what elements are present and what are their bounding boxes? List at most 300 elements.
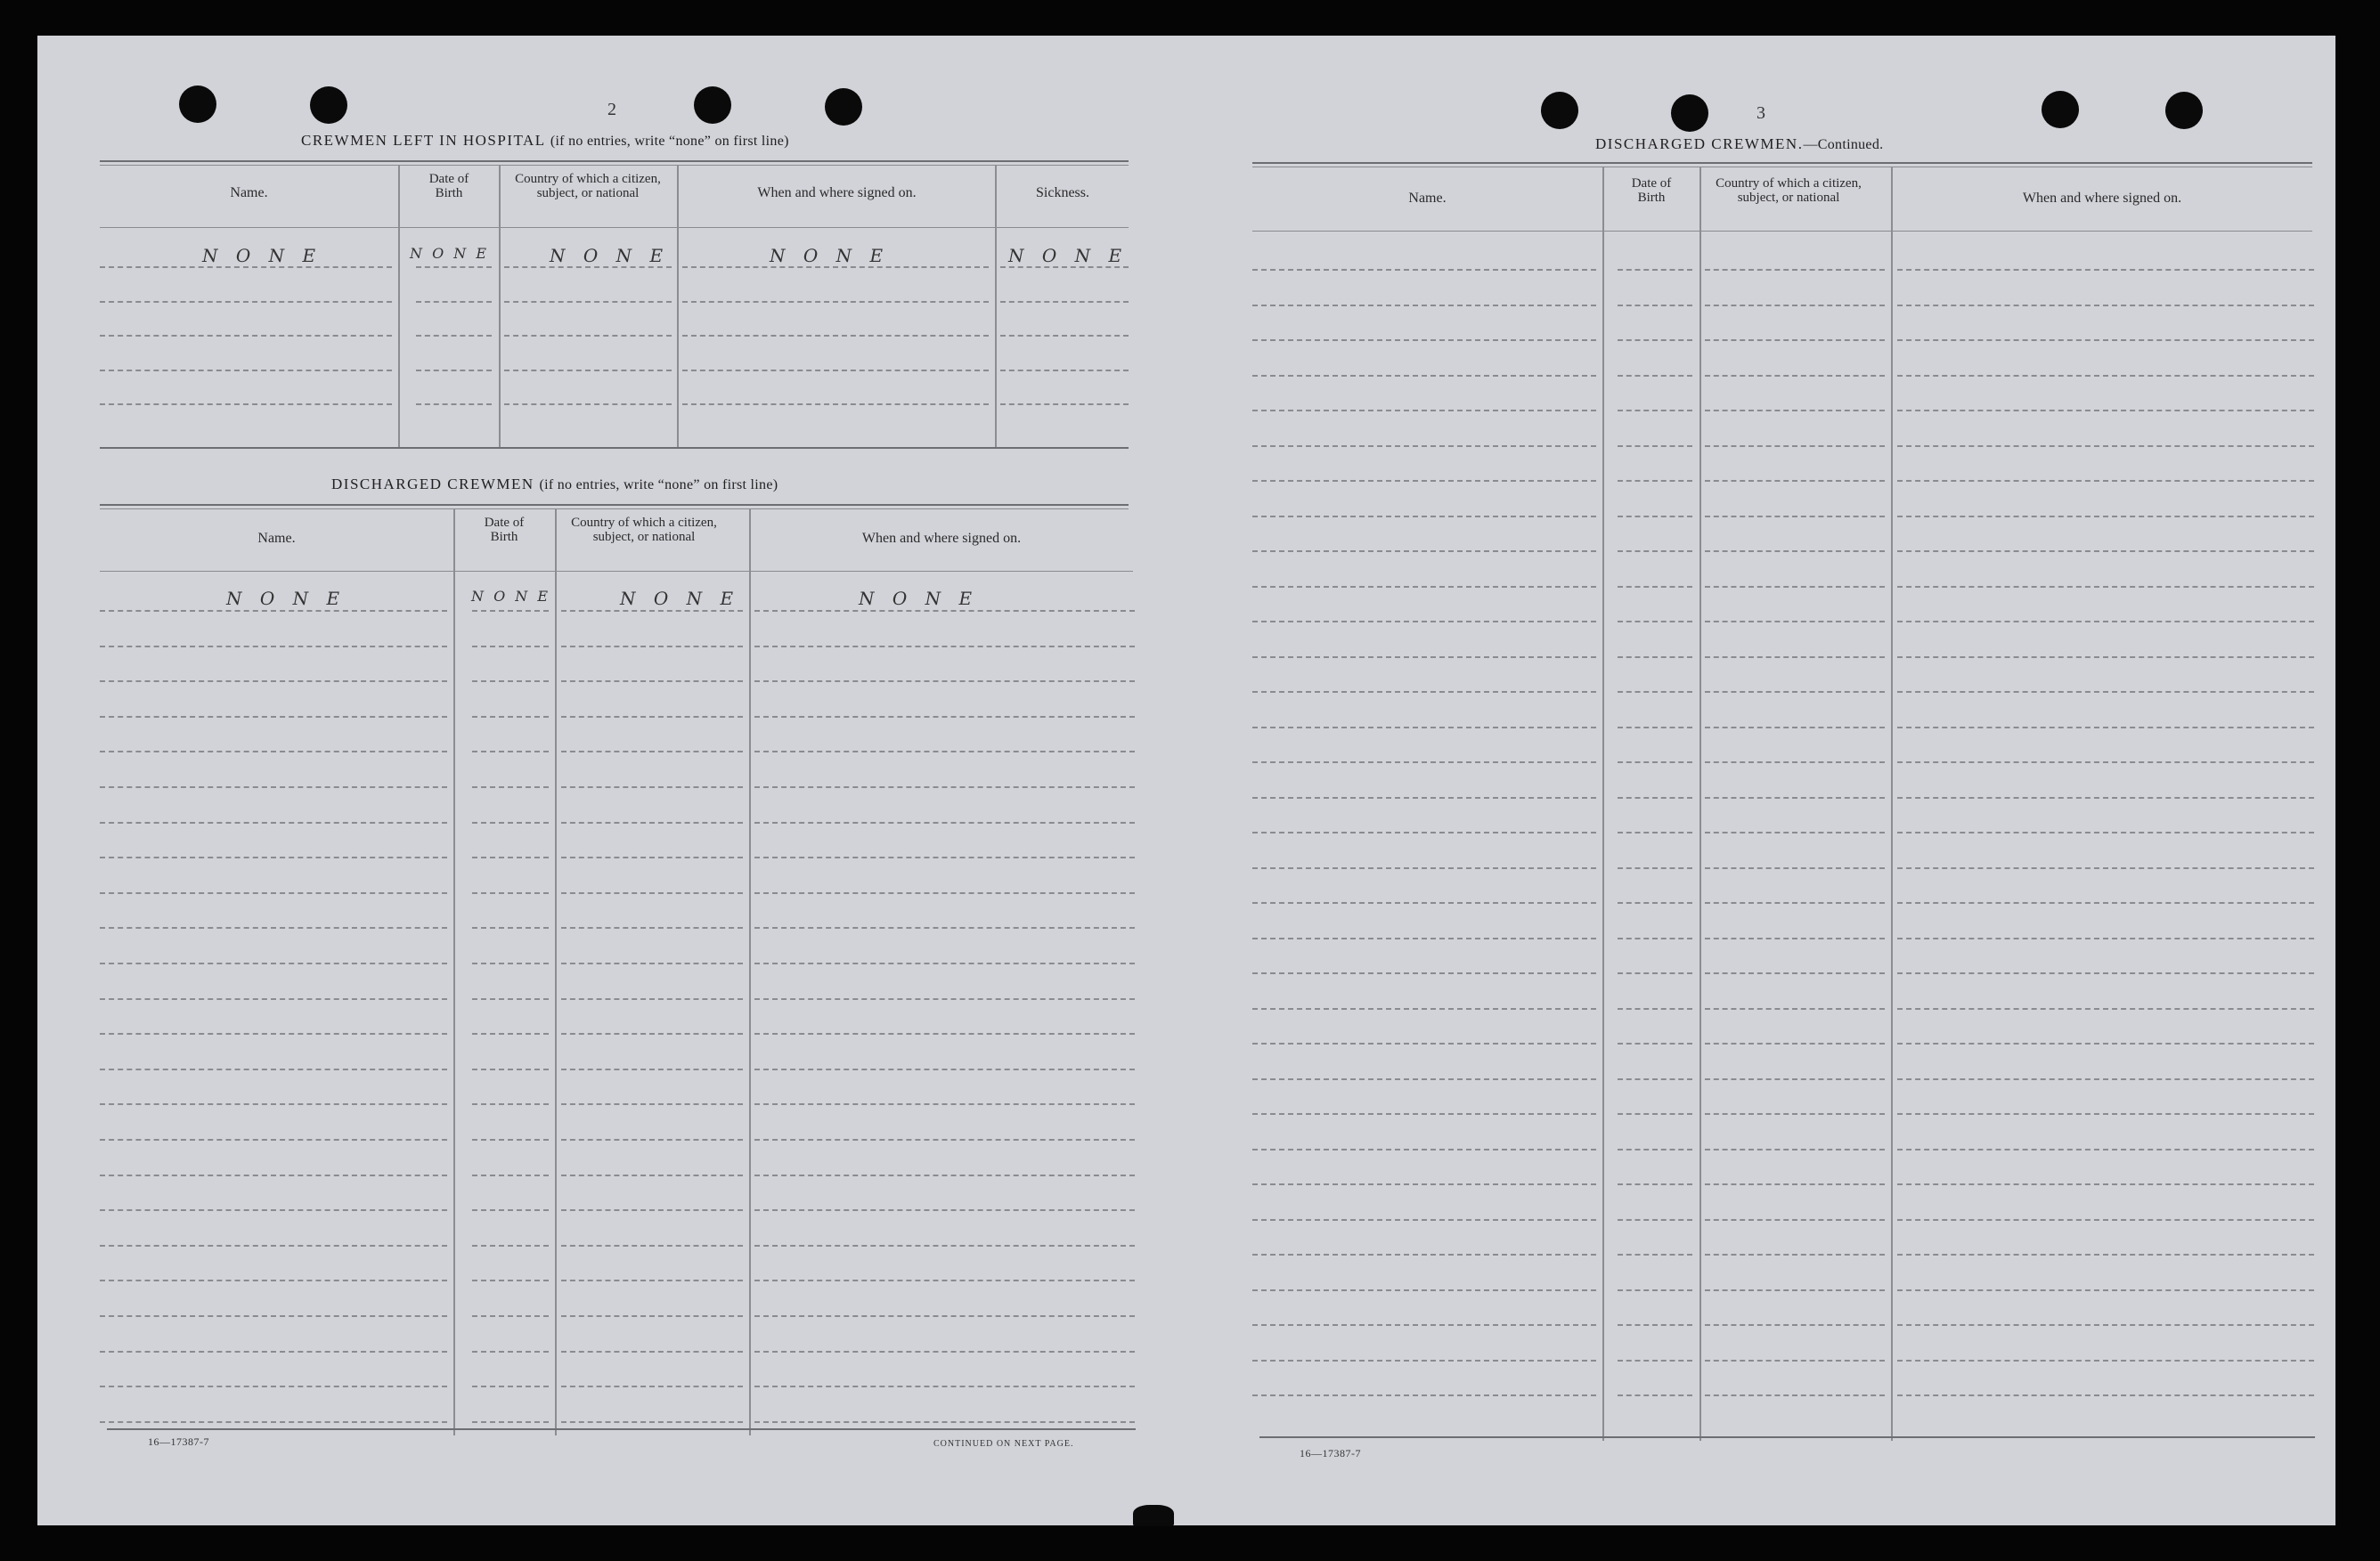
ruled-entry-line [1252,1394,1596,1396]
ruled-entry-line [100,963,447,964]
ruled-entry-line [504,335,672,337]
right-col-divider [1602,167,1604,1441]
ruled-entry-line [1252,1078,1596,1080]
ruled-entry-line [1897,480,2314,482]
punch-hole [694,86,731,124]
ruled-entry-line [1705,727,1885,728]
ruled-entry-line [100,998,447,1000]
page-number-left: 2 [607,100,616,119]
ruled-entry-line [416,403,492,405]
punch-hole [2165,92,2203,129]
ruled-entry-line [682,266,989,268]
ruled-entry-line [504,403,672,405]
ruled-entry-line [561,963,743,964]
ruled-entry-line [100,822,447,824]
ruled-entry-line [754,1421,1135,1423]
ruled-entry-line [1897,691,2314,693]
punch-hole [1671,94,1708,132]
ruled-entry-line [561,1280,743,1281]
ruled-entry-line [1705,1324,1885,1326]
hospital-col-divider [398,166,400,447]
punch-hole [310,86,347,124]
ruled-entry-line [561,822,743,824]
form-number-right: 16—17387-7 [1300,1447,1361,1459]
ruled-entry-line [1252,339,1596,341]
ruled-entry-line [1618,480,1692,482]
ruled-entry-line [1618,305,1692,306]
ruled-entry-line [754,1245,1135,1247]
hospital-header-sickness: Sickness. [1036,185,1089,200]
ruled-entry-line [100,335,392,337]
right-page-bottom-rule [1259,1436,2315,1438]
ruled-entry-line [754,1139,1135,1141]
ruled-entry-line [754,857,1135,858]
ruled-entry-line [1897,1254,2314,1256]
ruled-entry-line [561,1175,743,1176]
ruled-entry-line [1705,1219,1885,1221]
ruled-entry-line [416,335,492,337]
ruled-entry-line [1705,375,1885,377]
ruled-entry-line [561,610,743,612]
ruled-entry-line [1705,516,1885,517]
ruled-entry-line [561,892,743,894]
ruled-entry-line [1705,1289,1885,1291]
ruled-entry-line [1897,1113,2314,1115]
hospital-top-rule [100,160,1129,162]
ruled-entry-line [1897,516,2314,517]
discharged-col-divider [749,509,751,1435]
discharged-title-text: DISCHARGED CREWMEN [331,476,534,492]
ruled-entry-line [1618,1113,1692,1115]
ruled-entry-line [1897,797,2314,799]
ruled-entry-line [1252,1219,1596,1221]
ruled-entry-line [1618,1360,1692,1362]
ruled-entry-line [1618,691,1692,693]
ruled-entry-line [754,751,1135,752]
ruled-entry-line [472,1421,549,1423]
ruled-entry-line [1618,1183,1692,1185]
ruled-entry-line [100,1280,447,1281]
ruled-entry-line [1252,1149,1596,1150]
left-page-bottom-rule [107,1428,1136,1430]
hospital-entry-name: N O N E [202,245,322,266]
ruled-entry-line [1252,1183,1596,1185]
ruled-entry-line [1618,656,1692,658]
right-header-country: Country of which a citizen, subject, or national [1716,176,1862,205]
ruled-entry-line [416,370,492,371]
ruled-entry-line [100,266,392,268]
ruled-entry-line [754,1280,1135,1281]
ruled-entry-line [561,1069,743,1070]
right-header-dob: Date of Birth [1631,176,1672,205]
ruled-entry-line [1618,1394,1692,1396]
hospital-top-rule-2 [100,165,1129,166]
ruled-entry-line [1618,586,1692,588]
ruled-entry-line [472,646,549,647]
ruled-entry-line [754,1315,1135,1317]
ruled-entry-line [1705,621,1885,622]
ruled-entry-line [1618,1254,1692,1256]
ruled-entry-line [1618,516,1692,517]
ruled-entry-line [1000,335,1129,337]
ruled-entry-line [1252,1360,1596,1362]
ruled-entry-line [1705,1394,1885,1396]
ruled-entry-line [1252,305,1596,306]
ruled-entry-line [100,1386,447,1387]
ruled-entry-line [472,1280,549,1281]
ruled-entry-line [1252,1043,1596,1045]
ruled-entry-line [754,1069,1135,1070]
discharged-header-signed: When and where signed on. [861,531,1022,546]
ruled-entry-line [1705,1360,1885,1362]
ruled-entry-line [1000,370,1129,371]
hospital-entry-country: N O N E [550,245,670,266]
ink-blot [1133,1505,1174,1526]
ruled-entry-line [561,1351,743,1353]
page-number-right: 3 [1756,103,1765,123]
punch-hole [1541,92,1578,129]
ruled-entry-line [472,927,549,929]
ruled-entry-line [1252,410,1596,411]
discharged-top-rule-2 [100,508,1129,509]
ruled-entry-line [561,1139,743,1141]
hospital-bottom-rule [100,447,1129,449]
ruled-entry-line [472,998,549,1000]
ruled-entry-line [561,1209,743,1211]
ruled-entry-line [561,680,743,682]
ruled-entry-line [561,1103,743,1105]
hospital-entry-dob: N O N E [410,245,490,262]
ruled-entry-line [472,1209,549,1211]
ruled-entry-line [1618,727,1692,728]
ruled-entry-line [682,403,989,405]
ruled-entry-line [1618,797,1692,799]
ruled-entry-line [1897,1360,2314,1362]
hospital-header-dob: Date of Birth [428,172,469,200]
ruled-entry-line [561,1315,743,1317]
ruled-entry-line [1618,761,1692,763]
ruled-entry-line [1897,902,2314,904]
hospital-title-text: CREWMEN LEFT IN HOSPITAL [301,132,546,149]
ruled-entry-line [1000,403,1129,405]
ruled-entry-line [1897,1183,2314,1185]
ruled-entry-line [1252,656,1596,658]
ruled-entry-line [1897,305,2314,306]
ruled-entry-line [561,646,743,647]
hospital-col-divider [677,166,679,447]
ruled-entry-line [1705,1254,1885,1256]
hospital-col-divider [499,166,501,447]
ruled-entry-line [1618,375,1692,377]
hospital-col-divider [995,166,997,447]
ruled-entry-line [1897,938,2314,939]
discharged-section-title [331,476,778,493]
ruled-entry-line [472,610,549,612]
right-col-divider [1699,167,1701,1441]
ruled-entry-line [1705,761,1885,763]
ruled-entry-line [1618,269,1692,271]
ruled-entry-line [1705,339,1885,341]
ruled-entry-line [416,301,492,303]
ruled-entry-line [1000,301,1129,303]
hospital-header-country: Country of which a citizen, subject, or national [515,172,661,200]
form-number-left: 16—17387-7 [148,1435,209,1448]
ruled-entry-line [1705,832,1885,833]
hospital-entry-signed: N O N E [770,245,890,266]
ruled-entry-line [1252,375,1596,377]
ruled-entry-line [1897,1008,2314,1010]
right-col-divider [1891,167,1893,1441]
ruled-entry-line [1252,938,1596,939]
ruled-entry-line [1618,1324,1692,1326]
ruled-entry-line [1897,1219,2314,1221]
ruled-entry-line [472,1245,549,1247]
ruled-entry-line [1252,1254,1596,1256]
ruled-entry-line [561,998,743,1000]
ruled-entry-line [1252,1008,1596,1010]
ruled-entry-line [1618,1043,1692,1045]
ruled-entry-line [1252,867,1596,869]
ruled-entry-line [754,892,1135,894]
ruled-entry-line [504,370,672,371]
right-header-rule [1252,231,2312,232]
ruled-entry-line [561,1386,743,1387]
ruled-entry-line [1897,445,2314,447]
ruled-entry-line [472,1175,549,1176]
ruled-entry-line [100,610,447,612]
ruled-entry-line [1897,375,2314,377]
ruled-entry-line [100,403,392,405]
ruled-entry-line [1618,902,1692,904]
ruled-entry-line [1705,445,1885,447]
ruled-entry-line [1897,410,2314,411]
ruled-entry-line [100,1069,447,1070]
ruled-entry-line [1705,1183,1885,1185]
ruled-entry-line [1000,266,1129,268]
ruled-entry-line [1618,1289,1692,1291]
hospital-header-name: Name. [230,185,268,200]
ruled-entry-line [1705,656,1885,658]
ruled-entry-line [754,1351,1135,1353]
ruled-entry-line [1252,972,1596,974]
ruled-entry-line [1705,691,1885,693]
ruled-entry-line [1897,339,2314,341]
ruled-entry-line [682,335,989,337]
ruled-entry-line [1897,727,2314,728]
ruled-entry-line [561,716,743,718]
right-title-suffix: —Continued. [1803,137,1884,152]
discharged-col-divider [555,509,557,1435]
ruled-entry-line [754,786,1135,788]
ruled-entry-line [100,1421,447,1423]
discharged-entry-country: N O N E [620,588,740,609]
ruled-entry-line [100,927,447,929]
ruled-entry-line [100,370,392,371]
ruled-entry-line [416,266,492,268]
ruled-entry-line [754,610,1135,612]
ruled-entry-line [1618,339,1692,341]
ruled-entry-line [1705,550,1885,552]
continued-note: CONTINUED ON NEXT PAGE. [933,1439,1074,1449]
right-top-rule [1252,162,2312,164]
ruled-entry-line [1252,761,1596,763]
ruled-entry-line [1252,691,1596,693]
ruled-entry-line [504,301,672,303]
discharged-header-dob: Date of Birth [484,516,525,544]
scanned-sheet [37,36,2335,1525]
hospital-section-title [301,132,789,150]
ruled-entry-line [561,1421,743,1423]
ruled-entry-line [100,1209,447,1211]
ruled-entry-line [1897,1149,2314,1150]
ruled-entry-line [682,301,989,303]
punch-hole [179,85,216,123]
ruled-entry-line [1618,938,1692,939]
ruled-entry-line [1252,1324,1596,1326]
ruled-entry-line [504,266,672,268]
ruled-entry-line [472,1351,549,1353]
ruled-entry-line [100,1245,447,1247]
ruled-entry-line [472,892,549,894]
ruled-entry-line [1705,1149,1885,1150]
discharged-entry-dob: N O N E [471,588,551,605]
right-header-signed: When and where signed on. [2022,191,2182,206]
ruled-entry-line [1897,832,2314,833]
ruled-entry-line [1897,621,2314,622]
ruled-entry-line [1618,972,1692,974]
ruled-entry-line [1705,269,1885,271]
ruled-entry-line [1705,1043,1885,1045]
discharged-title-note: (if no entries, write “none” on first line) [539,477,778,492]
ruled-entry-line [1252,516,1596,517]
ruled-entry-line [1897,1394,2314,1396]
ruled-entry-line [1618,867,1692,869]
ruled-entry-line [561,1033,743,1035]
ruled-entry-line [1705,480,1885,482]
ruled-entry-line [561,857,743,858]
discharged-entry-signed: N O N E [859,588,979,609]
ruled-entry-line [1897,1324,2314,1326]
ruled-entry-line [1618,1149,1692,1150]
ruled-entry-line [100,751,447,752]
ruled-entry-line [1705,1113,1885,1115]
ruled-entry-line [472,786,549,788]
ruled-entry-line [472,1033,549,1035]
ruled-entry-line [754,646,1135,647]
discharged-header-rule [100,571,1133,572]
ruled-entry-line [1618,1078,1692,1080]
ruled-entry-line [100,1139,447,1141]
punch-hole [825,88,862,126]
ruled-entry-line [1705,972,1885,974]
ruled-entry-line [1897,269,2314,271]
right-header-name: Name. [1408,191,1447,206]
ruled-entry-line [100,1175,447,1176]
ruled-entry-line [754,1033,1135,1035]
ruled-entry-line [100,646,447,647]
discharged-col-divider [453,509,455,1435]
ruled-entry-line [1705,1008,1885,1010]
ruled-entry-line [100,1033,447,1035]
ruled-entry-line [1897,1289,2314,1291]
ruled-entry-line [754,927,1135,929]
discharged-top-rule [100,504,1129,506]
ruled-entry-line [472,1386,549,1387]
ruled-entry-line [1705,305,1885,306]
ruled-entry-line [100,680,447,682]
ruled-entry-line [472,857,549,858]
ruled-entry-line [1897,586,2314,588]
hospital-header-rule [100,227,1129,228]
ruled-entry-line [1618,832,1692,833]
ruled-entry-line [1252,445,1596,447]
right-title-text: DISCHARGED CREWMEN. [1595,135,1804,152]
ruled-entry-line [1252,1289,1596,1291]
discharged-entry-name: N O N E [226,588,346,609]
ruled-entry-line [754,963,1135,964]
ruled-entry-line [472,1315,549,1317]
ruled-entry-line [1618,410,1692,411]
ruled-entry-line [472,1103,549,1105]
ruled-entry-line [1897,867,2314,869]
ruled-entry-line [561,786,743,788]
ruled-entry-line [100,892,447,894]
ruled-entry-line [1705,797,1885,799]
ruled-entry-line [1252,832,1596,833]
ruled-entry-line [1252,480,1596,482]
ruled-entry-line [1252,550,1596,552]
ruled-entry-line [754,716,1135,718]
ruled-entry-line [1252,797,1596,799]
ruled-entry-line [561,927,743,929]
ruled-entry-line [754,1386,1135,1387]
ruled-entry-line [472,1069,549,1070]
right-section-title [1595,135,1883,153]
ruled-entry-line [472,1139,549,1141]
ruled-entry-line [754,1209,1135,1211]
ruled-entry-line [1897,1078,2314,1080]
ruled-entry-line [1705,938,1885,939]
ruled-entry-line [1705,410,1885,411]
ruled-entry-line [100,786,447,788]
ruled-entry-line [100,1315,447,1317]
punch-hole [2042,91,2079,128]
ruled-entry-line [1252,621,1596,622]
ruled-entry-line [100,716,447,718]
ruled-entry-line [472,751,549,752]
ruled-entry-line [100,301,392,303]
ruled-entry-line [682,370,989,371]
discharged-header-name: Name. [257,531,296,546]
ruled-entry-line [472,680,549,682]
ruled-entry-line [1618,1008,1692,1010]
ruled-entry-line [1618,550,1692,552]
ruled-entry-line [1618,1219,1692,1221]
ruled-entry-line [472,822,549,824]
ruled-entry-line [754,822,1135,824]
ruled-entry-line [1252,902,1596,904]
ruled-entry-line [1897,550,2314,552]
ruled-entry-line [1618,445,1692,447]
hospital-entry-sickness: N O N E [1008,245,1129,266]
ruled-entry-line [1897,972,2314,974]
ruled-entry-line [754,1103,1135,1105]
ruled-entry-line [754,998,1135,1000]
ruled-entry-line [754,680,1135,682]
ruled-entry-line [1252,727,1596,728]
hospital-title-note: (if no entries, write “none” on first line) [550,134,789,149]
ruled-entry-line [1897,761,2314,763]
